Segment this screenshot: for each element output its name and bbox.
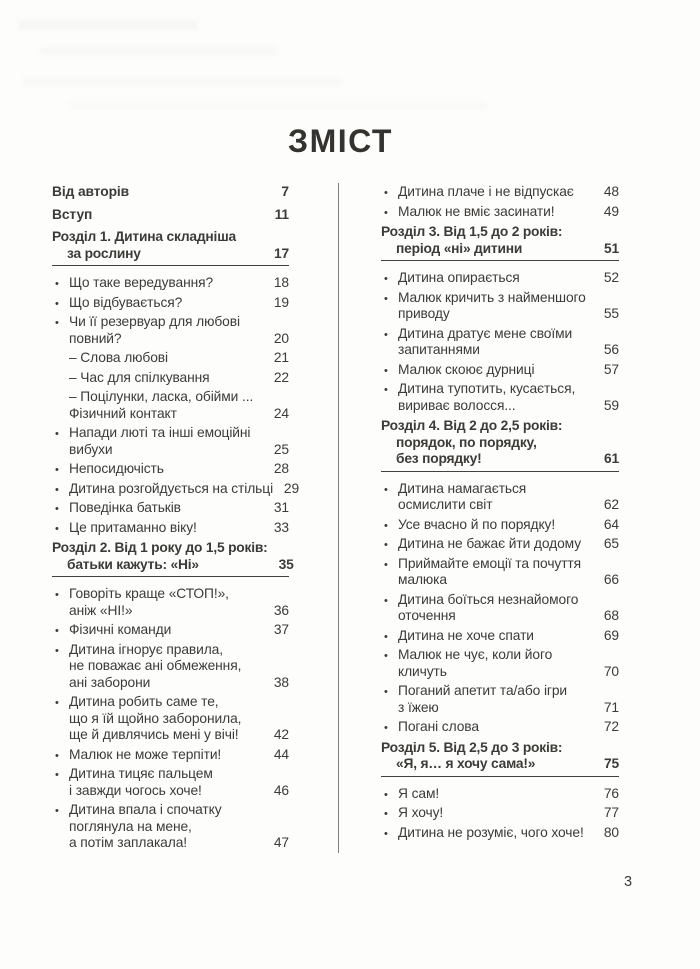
toc-entry-text [398, 556, 593, 589]
column-divider [338, 183, 339, 853]
toc-entry-item[interactable] [52, 694, 289, 744]
toc-line: Дитина не розуміє, чого хоче! [398, 824, 584, 840]
toc-entry-page: 33 [273, 519, 289, 535]
toc-line: а потім заплакала! [69, 835, 188, 850]
toc-line: Розділ 3. Від 1,5 до 2 років: [381, 224, 563, 239]
page-title: ЗМІСТ [288, 123, 393, 159]
toc-entry-page: 61 [604, 451, 619, 466]
toc-entry-text [69, 622, 263, 639]
toc-line: Дитина тупотить, кусається, [398, 381, 576, 396]
toc-entry-item[interactable] [381, 536, 619, 553]
toc-entry-item[interactable] [52, 425, 289, 458]
toc-entry-page: 22 [273, 369, 289, 385]
toc-entry-text [398, 290, 593, 323]
toc-line: Дитина плаче і не відпускає [398, 184, 574, 199]
toc-line: Фізичний контакт [69, 405, 177, 421]
toc-entry-page: 77 [603, 805, 619, 820]
toc-entry-text [398, 647, 593, 680]
toc-line: осмислити світ [398, 497, 493, 512]
toc-entry-text [69, 586, 263, 619]
toc-line: аніж «НІ!» [69, 602, 133, 618]
toc-line: Дитина розгойдується на стільці [69, 480, 274, 496]
bullet-icon: • [55, 297, 59, 310]
toc-line: Поганий апетит та/або ігри [398, 683, 568, 698]
page-bleedthrough [8, 6, 568, 116]
toc-entry-text [69, 295, 263, 312]
toc-entry-page: 47 [273, 835, 289, 850]
toc-entry-page: 36 [273, 602, 289, 618]
toc-entry-item[interactable] [381, 517, 619, 534]
toc-entry-item[interactable] [381, 481, 619, 514]
toc-entry-page: 24 [273, 405, 289, 421]
toc-entry-text [52, 540, 268, 573]
toc-line: Я хочу! [398, 805, 444, 820]
toc-column-left [52, 184, 300, 855]
toc-entry-page: 57 [603, 361, 619, 377]
toc-entry-item[interactable] [381, 628, 619, 645]
toc-line: приводу [398, 306, 450, 321]
bullet-icon: • [384, 808, 388, 820]
bullet-icon: • [384, 594, 388, 607]
toc-line: поглянула на мене, [69, 818, 192, 834]
toc-line: Напади люті та інші емоційні [69, 425, 251, 440]
toc-line: Що відбувається? [69, 294, 183, 310]
toc-entry-item[interactable] [52, 500, 289, 517]
toc-line: Малюк не чує, коли його [398, 647, 553, 662]
toc-entry-text [69, 389, 263, 422]
toc-entry-text [398, 628, 593, 645]
toc-entry-text [52, 184, 263, 201]
toc-entry-text [398, 184, 593, 201]
toc-entry-section[interactable] [52, 229, 289, 266]
toc-entry-text [398, 683, 593, 716]
toc-entry-page: 80 [603, 824, 619, 840]
toc-entry-text [52, 207, 263, 224]
toc-entry-text [69, 694, 263, 744]
toc-entry-text [69, 520, 263, 537]
toc-line: «Я, я… я хочу сама!» [396, 756, 536, 771]
bullet-icon: • [55, 522, 59, 535]
toc-entry-text [69, 747, 263, 764]
toc-entry-text [398, 326, 593, 359]
toc-entry-text [381, 418, 593, 468]
toc-line: Що таке вередування? [69, 275, 214, 290]
toc-entry-item[interactable] [381, 270, 619, 287]
toc-entry-page: 35 [278, 556, 294, 572]
toc-line: повний? [69, 330, 122, 346]
bullet-icon: • [384, 187, 388, 199]
toc-entry-page: 72 [603, 719, 619, 734]
toc-entry-item[interactable] [381, 805, 619, 822]
toc-line: Дитина впала і спочатку [69, 802, 222, 817]
toc-line: Дитина ігнорує правила, [69, 641, 223, 657]
toc-line: кличуть [398, 663, 447, 679]
toc-entry-text [398, 719, 593, 736]
toc-entry-item[interactable] [52, 642, 289, 692]
toc-line: Дитина опирається [398, 270, 520, 285]
toc-line: ані заборони [69, 674, 151, 690]
toc-entry-text [398, 786, 593, 803]
toc-line: – Час для спілкування [69, 369, 210, 385]
bullet-icon: • [384, 722, 388, 734]
toc-line: – Поцілунки, ласка, обійми ... [69, 389, 254, 404]
toc-entry-item[interactable] [52, 480, 300, 498]
toc-entry-page: 56 [603, 342, 619, 357]
toc-entry-item[interactable] [52, 275, 289, 292]
toc-line: малюка [398, 572, 447, 587]
bullet-icon: • [55, 428, 59, 440]
toc-entry-page: 66 [603, 572, 619, 587]
toc-entry-page: 46 [273, 782, 289, 798]
bullet-icon: • [55, 464, 59, 476]
toc-entry-section[interactable] [381, 740, 619, 777]
bullet-icon: • [384, 650, 388, 662]
toc-entry-front[interactable] [52, 184, 289, 201]
toc-entry-item[interactable] [52, 586, 289, 619]
toc-entry-page: 20 [273, 330, 289, 346]
folio-page-number: 3 [624, 874, 632, 890]
toc-entry-page: 59 [603, 397, 619, 413]
toc-line: ще й дивлячись мені у вічі! [69, 727, 239, 742]
bullet-icon: • [384, 788, 388, 801]
toc-entry-item[interactable] [52, 766, 289, 799]
bullet-icon: • [55, 697, 59, 709]
toc-line: період «ні» дитини [396, 240, 523, 256]
toc-entry-item[interactable] [381, 592, 619, 625]
toc-line: що я їй щойно заборонила, [69, 710, 242, 726]
toc-line: Дитина не хоче спати [398, 627, 534, 643]
toc-entry-page: 21 [273, 350, 289, 365]
toc-entry-text [381, 740, 593, 773]
toc-line: Дитина дратує мене своїми [398, 325, 573, 341]
toc-entry-page: 19 [273, 294, 289, 310]
toc-entry-page: 52 [603, 270, 619, 285]
toc-entry-item[interactable] [381, 204, 619, 221]
bullet-icon: • [384, 827, 388, 840]
toc-line: без порядку! [396, 451, 482, 466]
toc-entry-page: 55 [603, 306, 619, 321]
toc-entry-section[interactable] [381, 418, 619, 472]
bullet-icon: • [384, 273, 388, 285]
bullet-icon: • [384, 483, 388, 496]
toc-entry-item[interactable] [381, 786, 619, 803]
bullet-icon: • [384, 328, 388, 341]
toc-entry-item[interactable] [52, 314, 289, 347]
toc-line: Малюк не вміє засинати! [398, 203, 555, 219]
toc-entry-text [398, 825, 593, 842]
toc-line: Поведінка батьків [69, 500, 181, 515]
toc-entry-item[interactable] [381, 825, 619, 842]
toc-entry-page: 62 [603, 497, 619, 512]
toc-entry-item[interactable] [381, 683, 619, 716]
toc-entry-page: 29 [283, 480, 300, 496]
toc-entry-page: 25 [273, 441, 289, 457]
toc-entry-item[interactable] [381, 290, 619, 323]
bullet-icon: • [384, 292, 388, 305]
bullet-icon: • [384, 364, 388, 377]
toc-line: Розділ 5. Від 2,5 до 3 років: [381, 739, 563, 755]
toc-line: Чи її резервуар для любові [69, 314, 240, 329]
bullet-icon: • [55, 625, 59, 637]
toc-entry-page: 18 [273, 275, 289, 290]
toc-entry-text [398, 536, 593, 553]
toc-line: Я сам! [398, 785, 440, 801]
toc-entry-item[interactable] [381, 326, 619, 359]
toc-entry-item[interactable] [52, 461, 289, 478]
toc-line: з їжею [398, 699, 439, 715]
bullet-icon: • [384, 630, 388, 643]
toc-entry-text [398, 592, 593, 625]
toc-entry-item[interactable] [381, 556, 619, 589]
toc-entry-item[interactable] [381, 381, 619, 414]
toc-entry-item[interactable] [52, 622, 289, 639]
toc-line: Це притаманно віку! [69, 519, 197, 535]
bullet-icon: • [55, 749, 59, 762]
toc-entry-page: 64 [603, 516, 619, 532]
toc-line: Дитина не бажає йти додому [398, 536, 582, 551]
toc-entry-page: 48 [603, 184, 619, 199]
bullet-icon: • [384, 519, 388, 532]
toc-line: не поважає ані обмеження, [69, 658, 242, 673]
toc-entry-text [69, 370, 263, 387]
bullet-icon: • [55, 769, 59, 781]
toc-entry-page: 76 [603, 785, 619, 801]
toc-entry-text [398, 381, 593, 414]
toc-line: Непосидючість [69, 461, 164, 476]
toc-line: Фізичні команди [69, 622, 172, 637]
toc-line: Від авторів [52, 184, 130, 199]
bullet-icon: • [55, 503, 59, 515]
toc-entry-page: 70 [603, 663, 619, 679]
toc-entry-text [69, 642, 263, 692]
toc-entry-page: 51 [604, 240, 619, 256]
toc-line: Говоріть краще «СТОП!», [69, 586, 229, 601]
toc-entry-text [69, 275, 263, 292]
toc-entry-page: 17 [274, 245, 289, 261]
toc-entry-page: 49 [603, 203, 619, 219]
toc-line: Дитина тицяє пальцем [69, 766, 213, 781]
toc-entry-page: 69 [603, 627, 619, 643]
toc-line: Усе вчасно й по порядку! [398, 516, 556, 532]
toc-line: і завжди чогось хоче! [69, 782, 202, 798]
toc-entry-text [69, 425, 263, 458]
toc-entry-item[interactable] [381, 719, 619, 736]
toc-entry-text [398, 481, 593, 514]
toc-entry-item[interactable] [381, 362, 619, 379]
toc-entry-text [69, 461, 263, 478]
toc-entry-text [398, 805, 593, 822]
toc-line: – Слова любові [69, 350, 168, 365]
toc-line: за рослину [67, 245, 141, 261]
toc-entry-item[interactable] [52, 747, 289, 764]
toc-entry-page: 44 [273, 746, 289, 762]
toc-entry-text [69, 314, 263, 347]
toc-line: вириває волосся... [398, 397, 516, 413]
toc-entry-sub[interactable] [52, 350, 289, 367]
toc-entry-text [398, 270, 593, 287]
toc-entry-text [69, 500, 263, 517]
toc-line: Малюк скоює дурниці [398, 361, 535, 377]
toc-entry-sub[interactable] [52, 389, 289, 422]
toc-entry-text [398, 517, 593, 534]
toc-line: Розділ 2. Від 1 року до 1,5 років: [52, 540, 268, 555]
bullet-icon: • [384, 686, 388, 698]
bullet-icon: • [55, 644, 59, 657]
bullet-icon: • [384, 539, 388, 551]
toc-column-right [381, 184, 619, 844]
toc-entry-text [69, 481, 273, 498]
toc-line: Розділ 4. Від 2 до 2,5 років: [381, 418, 563, 433]
toc-entry-page: 68 [603, 608, 619, 623]
toc-entry-page: 75 [604, 756, 619, 771]
bullet-icon: • [384, 558, 388, 571]
toc-entry-text [69, 350, 263, 367]
bullet-icon: • [55, 589, 59, 601]
toc-entry-item[interactable] [52, 295, 289, 312]
toc-entry-page: 11 [274, 206, 289, 222]
toc-line: оточення [398, 608, 456, 623]
toc-entry-text [52, 229, 263, 262]
toc-line: Малюк не може терпіти! [69, 746, 222, 762]
toc-line: порядок, по порядку, [396, 434, 537, 450]
toc-entry-front[interactable] [52, 207, 289, 224]
toc-entry-page: 31 [273, 500, 289, 515]
toc-entry-item[interactable] [52, 520, 289, 537]
toc-entry-page: 37 [273, 622, 289, 637]
toc-entry-text [69, 766, 263, 799]
toc-entry-page: 28 [273, 461, 289, 476]
toc-line: Погані слова [398, 719, 479, 734]
bullet-icon: • [384, 384, 388, 396]
bullet-icon: • [55, 483, 59, 496]
toc-entry-text [398, 204, 593, 221]
toc-line: Приймайте емоції та почуття [398, 555, 582, 571]
toc-line: вибухи [69, 441, 113, 457]
toc-line: запитаннями [398, 342, 480, 357]
toc-entry-page: 65 [603, 536, 619, 551]
bullet-icon: • [384, 206, 388, 219]
toc-entry-section[interactable] [52, 540, 294, 577]
toc-line: Малюк кричить з найменшого [398, 289, 586, 305]
toc-line: батьки кажуть: «Ні» [67, 556, 199, 572]
toc-entry-text [381, 224, 593, 257]
toc-entry-text [69, 802, 263, 852]
toc-line: Дитина боїться незнайомого [398, 591, 579, 607]
toc-entry-section[interactable] [381, 224, 619, 261]
bullet-icon: • [55, 317, 59, 329]
toc-entry-item[interactable] [381, 647, 619, 680]
toc-entry-page: 42 [273, 727, 289, 742]
toc-entry-item[interactable] [52, 802, 289, 852]
toc-entry-sub[interactable] [52, 370, 289, 387]
bullet-icon: • [55, 278, 59, 290]
toc-entry-page: 38 [273, 674, 289, 690]
toc-line: Вступ [52, 206, 93, 222]
toc-line: Дитина намагається [398, 480, 527, 496]
toc-entry-page: 7 [281, 184, 289, 199]
toc-entry-text [398, 362, 593, 379]
toc-entry-item[interactable] [381, 184, 619, 201]
toc-line: Розділ 1. Дитина складніша [52, 229, 236, 244]
toc-line: Дитина робить саме те, [69, 694, 219, 709]
bullet-icon: • [55, 805, 59, 817]
toc-entry-page: 71 [603, 699, 619, 715]
